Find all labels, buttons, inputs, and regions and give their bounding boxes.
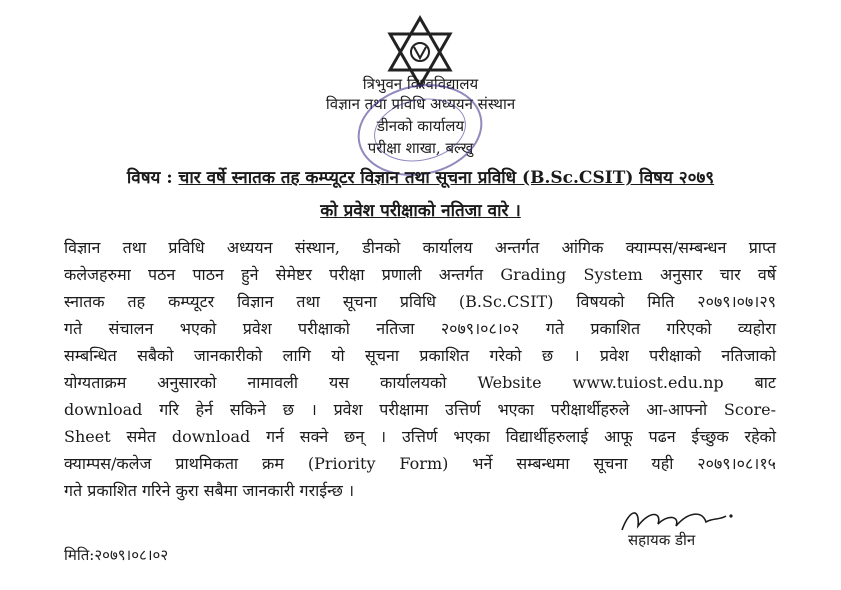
section-name: परीक्षा शाखा, बल्खु: [367, 139, 474, 157]
body-line: Sheet समेत download गर्न सक्ने छन् । उत्तिर्ण भएका विद्यार्थीहरुलाई आफू पढन ईच्छुक रहेको: [64, 427, 776, 446]
university-name: त्रिभुवन विश्वविद्यालय: [362, 75, 479, 93]
body-line: download गरि हेर्न सकिने छ । प्रवेश परीक्षामा उत्तिर्ण भएका परीक्षार्थीहरुले आ-आफ्नो Score-: [64, 400, 776, 419]
subject-line-2: [0, 201, 841, 221]
subject-line-1: [0, 168, 841, 188]
body-line: कलेजहरुमा पठन पाठन हुने सेमेष्टर परीक्षा प्रणाली अन्तर्गत Grading System अनुसार चार वर्षे: [64, 265, 776, 284]
subject-title: चार वर्षे स्नातक तह कम्प्यूटर विज्ञान तथा सूचना प्रविधि (B.Sc.CSIT) विषय २०७९: [178, 168, 715, 188]
office-name: डीनको कार्यालय: [376, 117, 465, 135]
body-line: गते प्रकाशित गरिने कुरा सबैमा जानकारी गराईन्छ ।: [64, 481, 355, 500]
body-line: सम्बन्धित सबैको जानकारीको लागि यो सूचना प्रकाशित गरेको छ । प्रवेश परीक्षाको नतिजाको: [64, 346, 776, 365]
body-line: योग्यताक्रम अनुसारको नामावली यस कार्यालयको Website www.tuiost.edu.np बाट: [64, 373, 776, 392]
subject-prefix: विषय :: [126, 168, 173, 188]
notice-date: मिति:२०७९।०८।०२: [64, 546, 169, 564]
subject-title-cont: को प्रवेश परीक्षाको नतिजा वारे ।: [320, 201, 521, 221]
body-line: क्याम्पस/कलेज प्राथमिकता क्रम (Priority Form) भर्ने सम्बन्धमा सूचना यही २०७९।०८।१५: [64, 454, 776, 473]
body-line: विज्ञान तथा प्रविधि अध्ययन संस्थान, डीनको कार्यालय अन्तर्गत आंगिक क्याम्पस/सम्बन्धन प्राप्त: [64, 238, 776, 257]
body-line: गते संचालन भएको प्रवेश परीक्षाको नतिजा २०७९।०८।०२ गते प्रकाशित गरिएको व्यहोरा: [64, 319, 776, 338]
signatory-title: सहायक डीन: [628, 531, 696, 549]
body-line: स्नातक तह कम्प्यूटर विज्ञान तथा सूचना प्रविधि (B.Sc.CSIT) विषयको मिति २०७९।०७।२९: [64, 292, 776, 311]
institute-name: विज्ञान तथा प्रविधि अध्ययन संस्थान: [325, 95, 516, 113]
